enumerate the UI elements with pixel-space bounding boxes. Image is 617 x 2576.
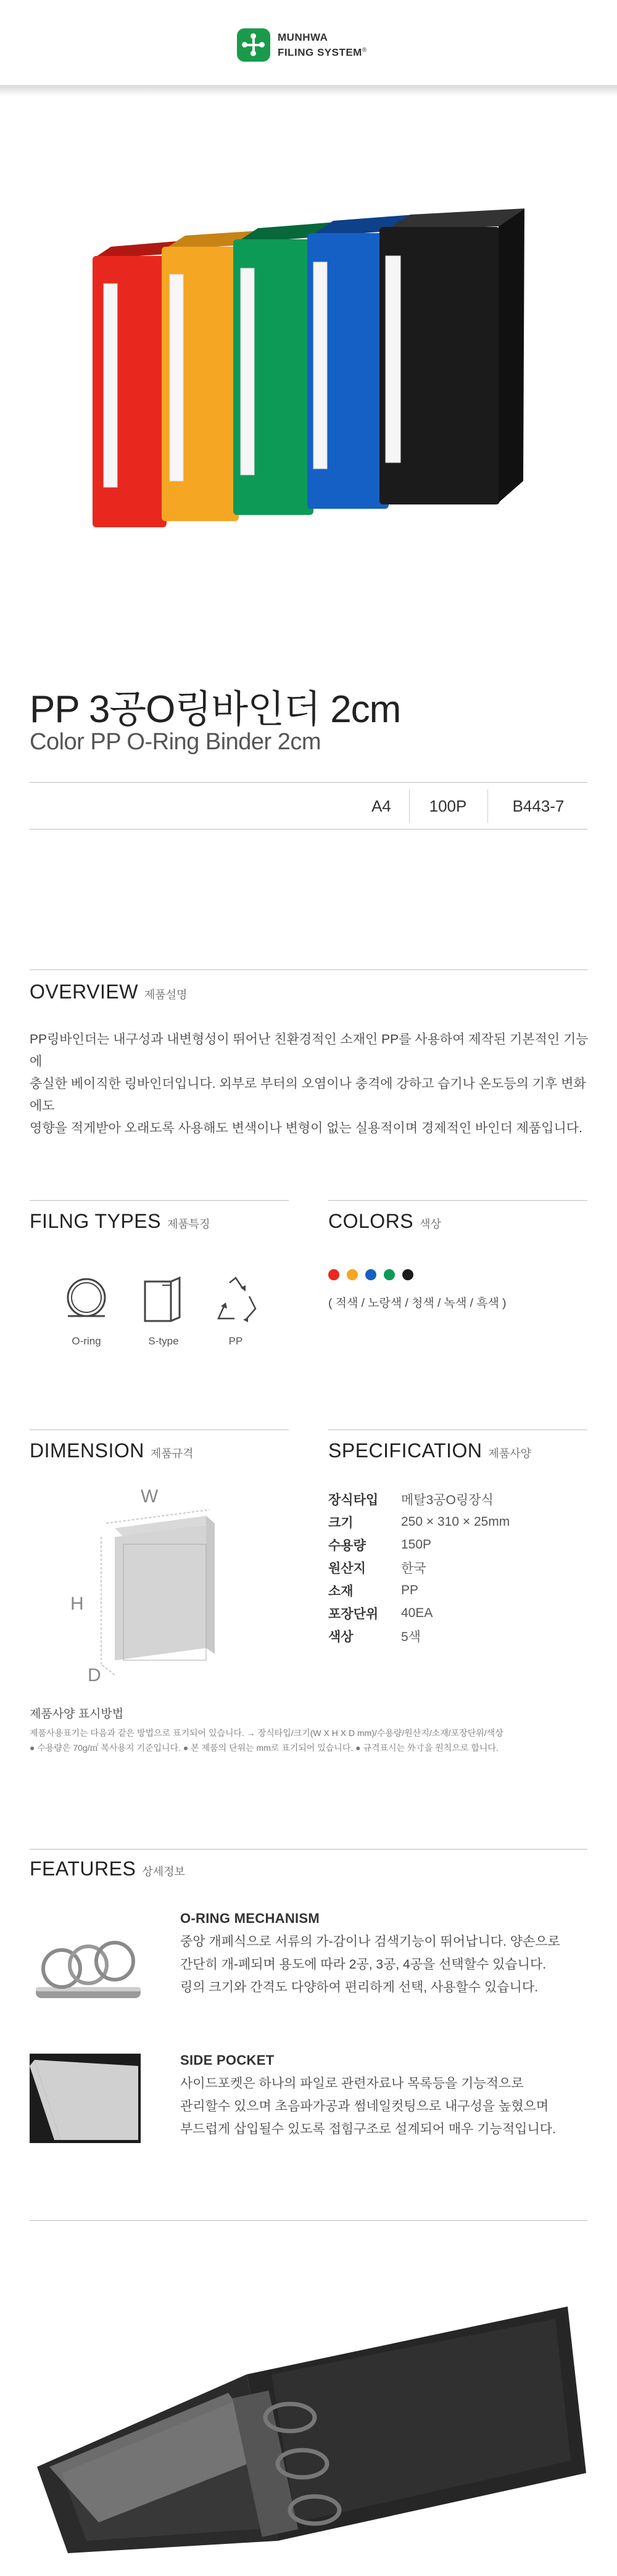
brand-trademark: ®	[362, 47, 367, 54]
spec-value: PP	[401, 1582, 419, 1597]
o-ring-icon	[62, 1275, 111, 1325]
spec-divider	[487, 789, 488, 823]
features-title: FEATURES	[30, 1858, 136, 1880]
overview-line: PP링바인더는 내구성과 내변형성이 뛰어난 친환경적인 소재인 PP를 사용하여 제작된 기본적인 기능에	[30, 1032, 589, 1069]
feature-line: 간단히 개-폐되며 용도에 따라 2공, 3공, 4공을 선택할수 있습니다.	[180, 1957, 547, 1972]
o-ring-label: O-ring	[72, 1335, 101, 1347]
spec-value: 40EA	[401, 1605, 433, 1620]
dimension-heading	[30, 1439, 193, 1462]
spec-row	[328, 1533, 510, 1556]
spec-sheets: 100P	[429, 796, 467, 815]
overview-text	[30, 1029, 591, 1140]
spec-value: 150P	[401, 1537, 432, 1552]
dimension-subtitle: 제품규격	[150, 1447, 194, 1460]
features-divider	[30, 1849, 587, 1850]
binder-black	[379, 208, 524, 504]
spec-divider	[409, 789, 410, 823]
spec-value: 한국	[401, 1561, 426, 1576]
spec-key: 크기	[328, 1515, 354, 1530]
color-swatch-yellow	[347, 1269, 358, 1280]
specification-subtitle: 제품사양	[488, 1447, 532, 1460]
open-binder-image	[25, 2269, 592, 2553]
filing-types-subtitle: 제품특징	[167, 1218, 210, 1230]
feature-side-pocket-text	[180, 2072, 594, 2141]
side-pocket-image	[30, 2054, 147, 2146]
feature-line: 사이드포켓은 하나의 파일로 관련자료나 목록등을 기능적으로	[180, 2076, 524, 2091]
header-shadow	[0, 85, 617, 96]
product-title-korean: PP 3공O링바인더 2cm	[30, 688, 401, 731]
hero-product-image	[0, 99, 617, 592]
spec-value: 250 × 310 × 25mm	[401, 1514, 510, 1529]
filing-types-heading	[30, 1210, 210, 1233]
filing-types-title: FILNG TYPES	[30, 1210, 161, 1232]
color-swatch-green	[384, 1269, 395, 1280]
dimension-diagram	[62, 1480, 247, 1684]
spec-key: 소재	[328, 1584, 354, 1599]
notation-line1: 제품사용표기는 다음과 같은 방법으로 표기되어 있습니다. → 장식타입/크기(W X H X D mm)/수용량/원산지/소재/포장단위/색상	[30, 1728, 503, 1738]
brand-line1: MUNHWA	[278, 31, 328, 44]
feature-o-ring-title: O-RING MECHANISM	[180, 1911, 320, 1926]
spec-key: 포장단위	[328, 1607, 379, 1621]
colors-subtitle: 색상	[420, 1218, 441, 1230]
feature-line: 부드럽게 삽입될수 있도록 접힘구조로 설계되어 매우 기능적입니다.	[180, 2122, 556, 2136]
feature-line: 링의 크기와 간격도 다양하여 편리하게 선택, 사용할수 있습니다.	[180, 1980, 538, 1994]
dimension-title: DIMENSION	[30, 1439, 144, 1462]
product-quick-specs	[30, 784, 587, 828]
page-header	[0, 0, 617, 93]
spec-row	[328, 1488, 510, 1510]
title-divider-top	[30, 782, 587, 783]
spec-key: 수용량	[328, 1538, 366, 1553]
s-type-icon	[139, 1275, 188, 1325]
pp-recycle-icon	[211, 1275, 260, 1325]
features-heading	[30, 1858, 185, 1880]
brand-mark-icon	[237, 28, 270, 62]
spec-row	[328, 1624, 510, 1647]
s-type-label: S-type	[148, 1335, 179, 1347]
feature-line: 관리할수 있으며 초음파가공과 썸네일컷팅으로 내구성을 높혔으며	[180, 2099, 549, 2113]
specification-title: SPECIFICATION	[328, 1439, 482, 1462]
notation-line2: ● 수용량은 70g/㎡ 복사용지 기준입니다. ● 본 제품의 단위는 mm로 표기되어 있습니다. ● 규격표시는 外寸을 원칙으로 합니다.	[30, 1743, 499, 1753]
specification-heading	[328, 1439, 531, 1462]
spec-value: 메탈3공O링장식	[401, 1492, 494, 1507]
spec-key: 원산지	[328, 1561, 366, 1576]
overview-subtitle: 제품설명	[144, 989, 188, 1001]
overview-divider	[30, 969, 587, 970]
colors-divider	[328, 1200, 587, 1201]
spec-row	[328, 1510, 510, 1533]
feature-line: 중앙 개폐식으로 서류의 가-감이나 검색기능이 뛰어납니다. 양손으로	[180, 1935, 560, 1949]
spec-row	[328, 1579, 510, 1602]
spec-key: 색상	[328, 1629, 354, 1644]
overview-heading	[30, 981, 187, 1003]
color-swatch-blue	[365, 1269, 376, 1280]
overview-title: OVERVIEW	[30, 981, 138, 1003]
feature-o-ring-text	[180, 1930, 594, 1999]
overview-line: 영향을 적게받아 오래도록 사용해도 변색이나 변형이 없는 실용적이며 경제적인 바인더 제품입니다.	[30, 1121, 582, 1135]
pp-label: PP	[228, 1335, 243, 1347]
filing-types-divider	[30, 1200, 289, 1201]
colors-caption: ( 적색 / 노랑색 / 청색 / 녹색 / 흑색 )	[328, 1297, 507, 1310]
spec-value: 5색	[401, 1629, 421, 1644]
spec-row	[328, 1556, 510, 1579]
dimension-d-label: D	[88, 1665, 101, 1684]
product-title-english: Color PP O-Ring Binder 2cm	[30, 729, 321, 755]
spec-row	[328, 1602, 510, 1624]
color-swatch-red	[328, 1269, 339, 1280]
spec-size: A4	[371, 796, 391, 815]
colors-title: COLORS	[328, 1210, 414, 1232]
specification-table	[328, 1488, 510, 1647]
spec-key: 장식타입	[328, 1492, 379, 1507]
brand-line2: FILING SYSTEM	[278, 46, 362, 59]
color-swatch-black	[402, 1269, 413, 1280]
binders-illustration	[0, 99, 617, 592]
brand-logo	[237, 28, 367, 62]
overview-line: 충실한 베이직한 링바인더입니다. 외부로 부터의 오염이나 충격에 강하고 습기나 온도등의 기후 변화에도	[30, 1077, 586, 1113]
spec-code: B443-7	[512, 796, 565, 815]
notation-title: 제품사양 표시방법	[30, 1708, 124, 1721]
dimension-w-label: W	[141, 1486, 159, 1507]
feature-side-pocket-title: SIDE POCKET	[180, 2052, 275, 2068]
o-ring-mechanism-image	[30, 1930, 147, 2010]
features-bottom-divider	[30, 2220, 587, 2221]
dimension-h-label: H	[70, 1594, 84, 1614]
features-subtitle: 상세정보	[142, 1866, 185, 1878]
colors-heading	[328, 1210, 441, 1233]
